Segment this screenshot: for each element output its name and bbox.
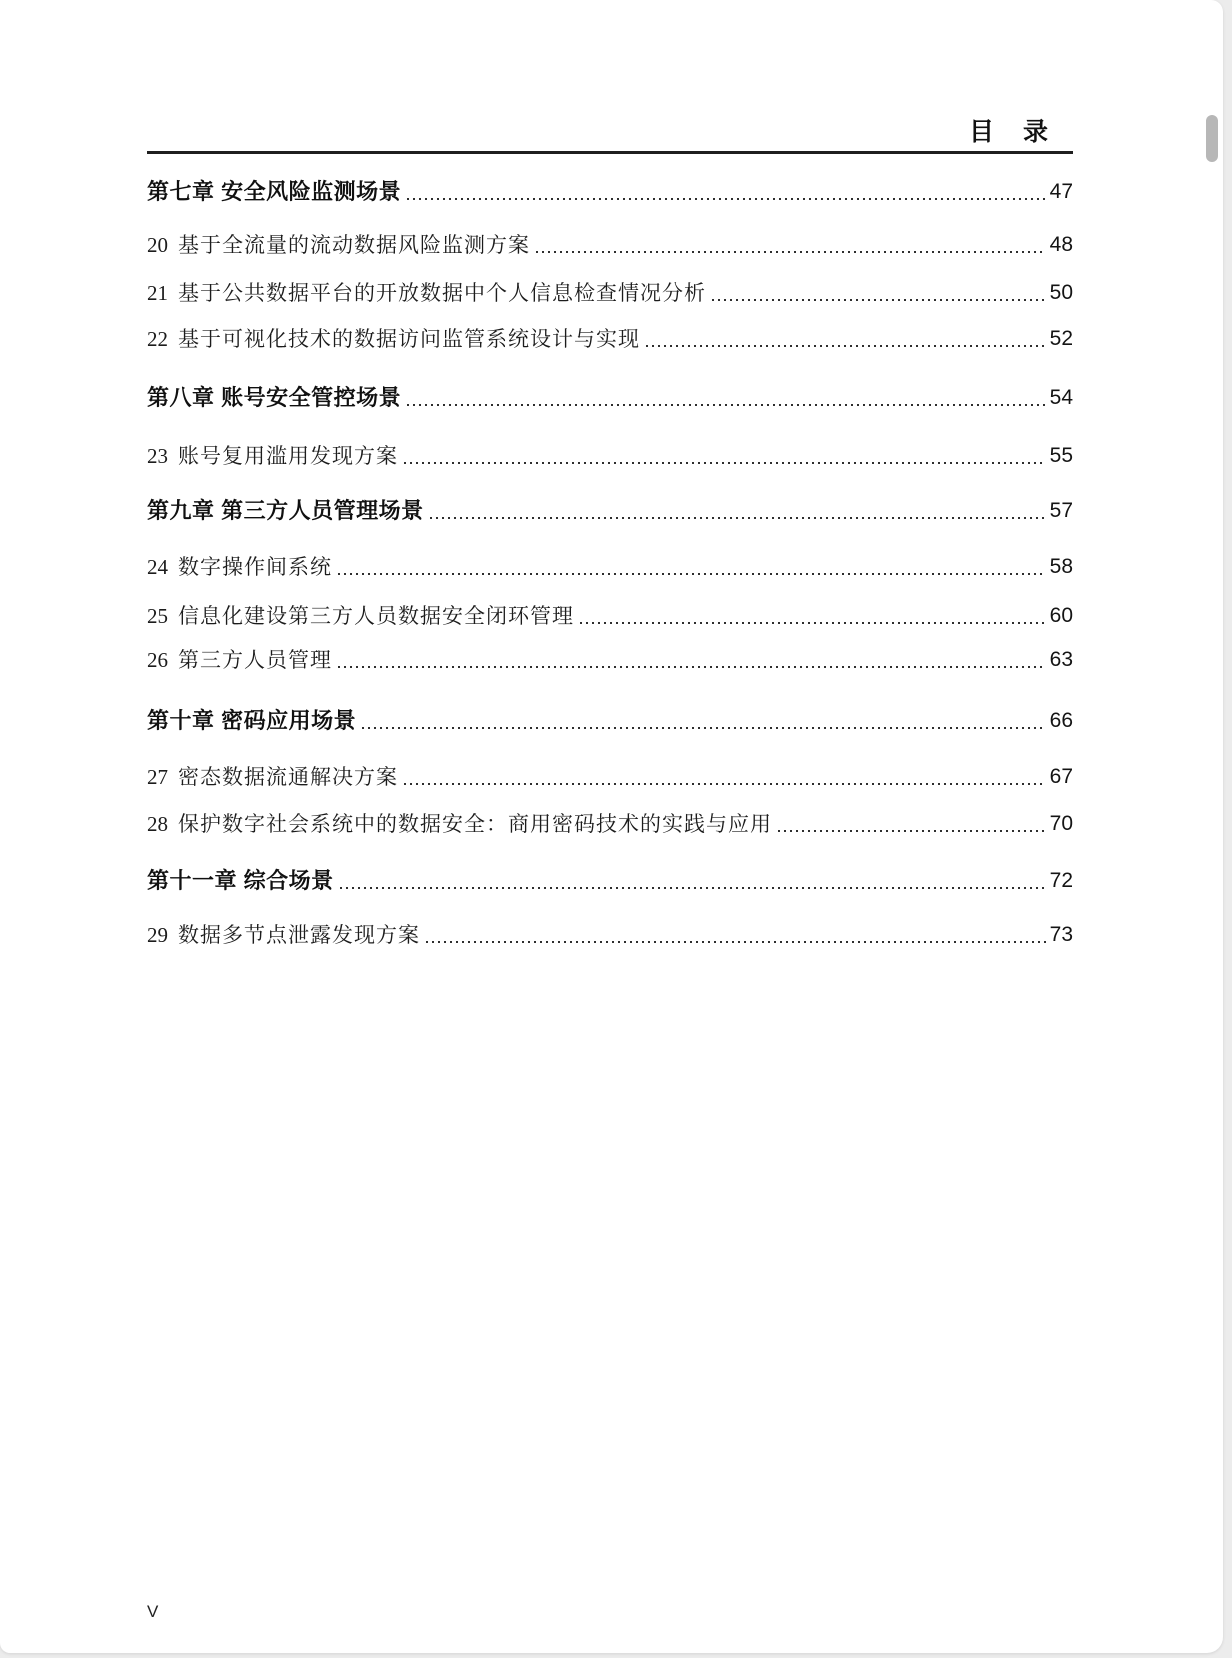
toc-entry-item[interactable] bbox=[147, 279, 1073, 307]
toc-entry-number: 23 bbox=[147, 444, 168, 468]
toc-entry-chapter[interactable] bbox=[147, 497, 1073, 525]
dot-leader bbox=[646, 345, 1046, 347]
toc-entry-label: 第九章 第三方人员管理场景 bbox=[147, 498, 424, 523]
toc-entry-item[interactable] bbox=[147, 921, 1073, 949]
toc-entry-chapter[interactable] bbox=[147, 867, 1073, 895]
dot-leader bbox=[580, 622, 1046, 624]
toc-page-number: 72 bbox=[1049, 869, 1073, 892]
toc-entry-number: 28 bbox=[147, 812, 168, 836]
toc-entry-item[interactable] bbox=[147, 553, 1073, 581]
dot-leader bbox=[338, 666, 1046, 668]
toc-entry-label: 第八章 账号安全管控场景 bbox=[147, 385, 402, 410]
toc-page-number: 54 bbox=[1049, 386, 1073, 409]
dot-leader bbox=[778, 830, 1046, 832]
toc-page-number: 48 bbox=[1049, 233, 1073, 256]
toc-page-number: 63 bbox=[1049, 648, 1073, 671]
toc-entry-label: 数据多节点泄露发现方案 bbox=[178, 923, 420, 947]
scrollbar-thumb[interactable] bbox=[1206, 115, 1218, 162]
dot-leader bbox=[426, 941, 1046, 943]
toc-entry-item[interactable] bbox=[147, 231, 1073, 259]
dot-leader bbox=[712, 299, 1046, 301]
dot-leader bbox=[338, 573, 1046, 575]
toc-page-number: 47 bbox=[1049, 180, 1073, 203]
toc-page-number: 58 bbox=[1049, 555, 1073, 578]
toc-entry-item[interactable] bbox=[147, 646, 1073, 674]
toc-entry-label: 数字操作间系统 bbox=[178, 555, 332, 579]
toc-page-number: 55 bbox=[1049, 444, 1073, 467]
toc-entry-label: 基于可视化技术的数据访问监管系统设计与实现 bbox=[178, 327, 640, 351]
toc-entry-number: 27 bbox=[147, 765, 168, 789]
toc-entry-label: 基于公共数据平台的开放数据中个人信息检查情况分析 bbox=[178, 281, 706, 305]
toc-entry-item[interactable] bbox=[147, 810, 1073, 838]
toc-entry-chapter[interactable] bbox=[147, 178, 1073, 206]
toc-entry-label: 第七章 安全风险监测场景 bbox=[147, 179, 402, 204]
dot-leader bbox=[340, 887, 1046, 889]
dot-leader bbox=[407, 198, 1046, 200]
toc-page-number: 52 bbox=[1049, 327, 1073, 350]
toc-title: 目 录 bbox=[968, 118, 1050, 146]
toc-entry-number: 29 bbox=[147, 923, 168, 947]
toc-entry-number: 21 bbox=[147, 281, 168, 305]
toc-entry-number: 22 bbox=[147, 327, 168, 351]
toc-page-number: 70 bbox=[1049, 812, 1073, 835]
toc-entry-chapter[interactable] bbox=[147, 384, 1073, 412]
toc-page-number: 57 bbox=[1049, 499, 1073, 522]
toc-entry-item[interactable] bbox=[147, 325, 1073, 353]
dot-leader bbox=[407, 404, 1046, 406]
toc-page-number: 67 bbox=[1049, 765, 1073, 788]
toc-entry-number: 24 bbox=[147, 555, 168, 579]
dot-leader bbox=[362, 727, 1046, 729]
toc-entry-label: 第十一章 综合场景 bbox=[147, 868, 334, 893]
toc-entry-chapter[interactable] bbox=[147, 707, 1073, 735]
toc-page-number: 60 bbox=[1049, 604, 1073, 627]
toc-page-number: 66 bbox=[1049, 709, 1073, 732]
toc-entry-label: 基于全流量的流动数据风险监测方案 bbox=[178, 233, 530, 257]
toc-entry-label: 第三方人员管理 bbox=[178, 648, 332, 672]
toc-page-number: 73 bbox=[1049, 923, 1073, 946]
dot-leader bbox=[536, 251, 1046, 253]
toc-page-number: 50 bbox=[1049, 281, 1073, 304]
toc-entry-number: 26 bbox=[147, 648, 168, 672]
dot-leader bbox=[404, 783, 1046, 785]
toc-entry-label: 密态数据流通解决方案 bbox=[178, 765, 398, 789]
toc-entry-label: 保护数字社会系统中的数据安全：商用密码技术的实践与应用 bbox=[178, 812, 772, 836]
dot-leader bbox=[430, 517, 1046, 519]
toc-entry-label: 信息化建设第三方人员数据安全闭环管理 bbox=[178, 604, 574, 628]
toc-entry-item[interactable] bbox=[147, 763, 1073, 791]
toc-entry-number: 25 bbox=[147, 604, 168, 628]
toc-entry-item[interactable] bbox=[147, 602, 1073, 630]
toc-entry-label: 账号复用滥用发现方案 bbox=[178, 444, 398, 468]
dot-leader bbox=[404, 462, 1046, 464]
toc-entry-label: 第十章 密码应用场景 bbox=[147, 708, 357, 733]
toc-entry-item[interactable] bbox=[147, 442, 1073, 470]
page-number-footer: V bbox=[147, 1602, 159, 1621]
toc-entry-number: 20 bbox=[147, 233, 168, 257]
